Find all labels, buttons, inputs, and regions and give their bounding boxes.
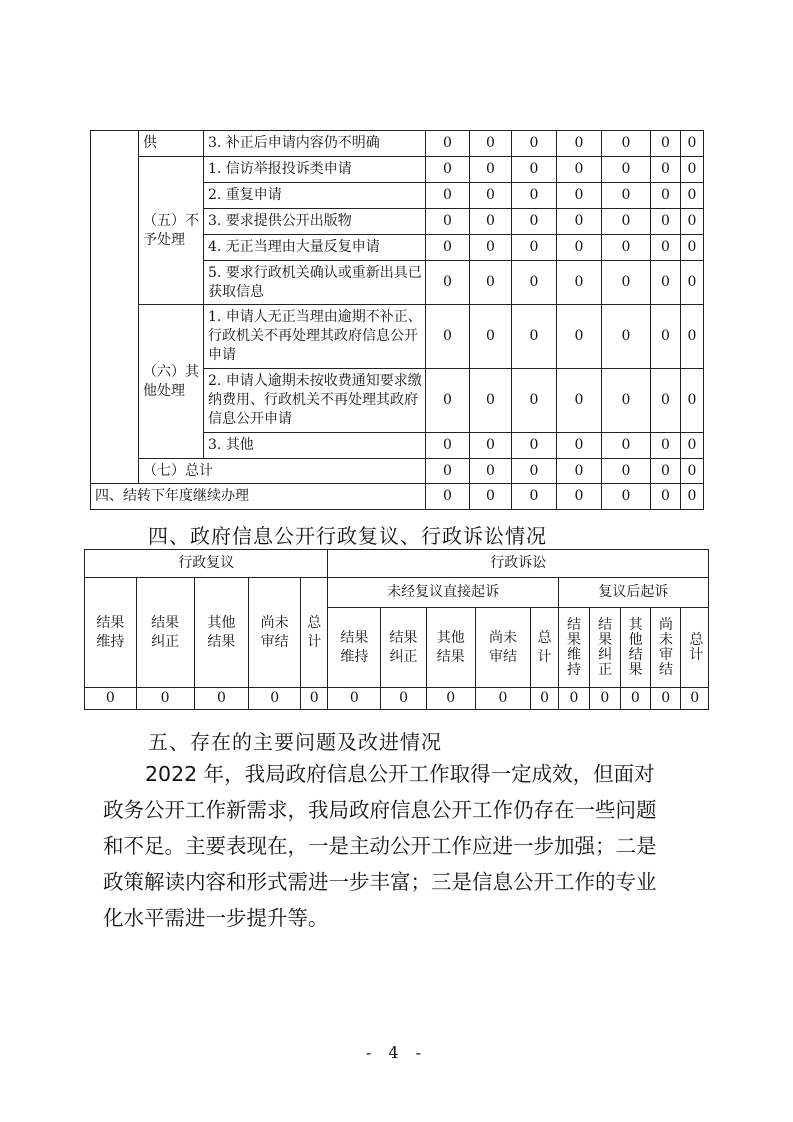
count-cell: 0 (602, 261, 651, 305)
section-5-title: 五、存在的主要问题及改进情况 (148, 730, 442, 754)
count-cell: 0 (651, 235, 681, 261)
row-label: 3. 其他 (204, 433, 426, 459)
problems-paragraph (103, 756, 698, 936)
count-cell: 0 (301, 688, 328, 710)
result-column-header: 尚未审结 (249, 578, 301, 688)
count-cell: 0 (602, 305, 651, 369)
count-cell: 0 (470, 157, 512, 183)
count-cell: 0 (681, 183, 704, 209)
row-label: 2. 申请人逾期未按收费通知要求缴纳费用、行政机关不再处理其政府信息公开申请 (204, 369, 426, 433)
count-cell: 0 (328, 688, 381, 710)
admin-litigation-header: 行政诉讼 (328, 550, 709, 578)
count-cell: 0 (557, 183, 602, 209)
count-cell: 0 (557, 305, 602, 369)
count-cell: 0 (681, 261, 704, 305)
count-cell: 0 (681, 369, 704, 433)
count-cell: 0 (602, 183, 651, 209)
count-cell: 0 (512, 369, 557, 433)
count-cell: 0 (512, 305, 557, 369)
count-cell: 0 (512, 157, 557, 183)
count-cell: 0 (557, 157, 602, 183)
result-column-header: 总计 (531, 608, 558, 688)
count-cell: 0 (512, 459, 557, 484)
count-cell: 0 (512, 209, 557, 235)
count-cell: 0 (681, 131, 704, 157)
result-column-header: 结果维持 (85, 578, 137, 688)
paragraph-line: 化水平需进一步提升等。 (103, 906, 329, 930)
count-cell: 0 (194, 688, 249, 710)
disposition-table (90, 130, 704, 510)
page-number: - 4 - (365, 1043, 428, 1062)
section-4-title: 四、政府信息公开行政复议、行政诉讼情况 (148, 524, 547, 548)
count-cell: 0 (557, 131, 602, 157)
count-cell: 0 (681, 688, 709, 710)
group-label: （六）其他处理 (139, 305, 204, 459)
count-cell: 0 (512, 433, 557, 459)
paragraph-line: 政策解读内容和形式需进一步丰富；三是信息公开工作的专业 (103, 870, 657, 894)
count-cell: 0 (602, 157, 651, 183)
count-cell: 0 (426, 484, 470, 510)
row-label: 2. 重复申请 (204, 183, 426, 209)
count-cell: 0 (426, 688, 475, 710)
count-cell: 0 (470, 459, 512, 484)
count-cell: 0 (136, 688, 194, 710)
count-cell: 0 (426, 305, 470, 369)
count-cell: 0 (651, 369, 681, 433)
count-cell: 0 (602, 369, 651, 433)
count-cell: 0 (590, 688, 620, 710)
result-column-header: 其他结果 (194, 578, 249, 688)
count-cell: 0 (470, 131, 512, 157)
count-cell: 0 (531, 688, 558, 710)
count-cell: 0 (602, 459, 651, 484)
count-cell: 0 (651, 459, 681, 484)
result-column-header: 结果纠正 (381, 608, 427, 688)
count-cell: 0 (512, 235, 557, 261)
row-label: 3. 补正后申请内容仍不明确 (204, 131, 426, 157)
count-cell: 0 (557, 459, 602, 484)
count-cell: 0 (470, 433, 512, 459)
count-cell: 0 (558, 688, 589, 710)
count-cell: 0 (426, 157, 470, 183)
count-cell: 0 (681, 484, 704, 510)
paragraph-line: 和不足。主要表现在，一是主动公开工作应进一步加强；二是 (103, 834, 657, 858)
count-cell: 0 (602, 235, 651, 261)
result-column-header: 总计 (681, 608, 709, 688)
result-column-header: 结果维持 (328, 608, 381, 688)
disposition-table-body (91, 131, 704, 510)
count-cell: 0 (651, 157, 681, 183)
count-cell: 0 (602, 209, 651, 235)
result-column-header: 总计 (301, 578, 328, 688)
direct-suit-header: 未经复议直接起诉 (328, 578, 558, 608)
count-cell: 0 (602, 433, 651, 459)
count-cell: 0 (470, 261, 512, 305)
group-label: 供 (139, 131, 204, 157)
count-cell: 0 (470, 305, 512, 369)
count-cell: 0 (426, 433, 470, 459)
count-cell: 0 (470, 484, 512, 510)
result-column-header: 尚未审结 (651, 608, 681, 688)
count-cell: 0 (681, 157, 704, 183)
result-column-header: 其他结果 (620, 608, 650, 688)
review-litigation-table-body (85, 550, 709, 710)
count-cell: 0 (557, 235, 602, 261)
count-cell: 0 (426, 261, 470, 305)
count-cell: 0 (512, 261, 557, 305)
count-cell: 0 (681, 433, 704, 459)
count-cell: 0 (426, 209, 470, 235)
count-cell: 0 (620, 688, 650, 710)
count-cell: 0 (381, 688, 427, 710)
count-cell: 0 (681, 235, 704, 261)
count-cell: 0 (470, 369, 512, 433)
result-column-header: 结果纠正 (136, 578, 194, 688)
count-cell: 0 (651, 433, 681, 459)
count-cell: 0 (470, 235, 512, 261)
count-cell: 0 (557, 209, 602, 235)
row-label: 5. 要求行政机关确认或重新出具已获取信息 (204, 261, 426, 305)
count-cell: 0 (651, 131, 681, 157)
row-label: 1. 信访举报投诉类申请 (204, 157, 426, 183)
group-label: （五）不予处理 (139, 157, 204, 305)
count-cell: 0 (651, 688, 681, 710)
count-cell: 0 (475, 688, 531, 710)
count-cell: 0 (651, 305, 681, 369)
count-cell: 0 (426, 131, 470, 157)
count-cell: 0 (426, 183, 470, 209)
count-cell: 0 (470, 209, 512, 235)
count-cell: 0 (470, 183, 512, 209)
count-cell: 0 (602, 484, 651, 510)
after-review-header: 复议后起诉 (558, 578, 708, 608)
count-cell: 0 (557, 433, 602, 459)
count-cell: 0 (602, 131, 651, 157)
count-cell: 0 (249, 688, 301, 710)
row-label: 3. 要求提供公开出版物 (204, 209, 426, 235)
count-cell: 0 (512, 484, 557, 510)
row-label: 1. 申请人无正当理由逾期不补正、行政机关不再处理其政府信息公开申请 (204, 305, 426, 369)
count-cell: 0 (651, 261, 681, 305)
count-cell: 0 (651, 183, 681, 209)
paragraph-line: 2022 年，我局政府信息公开工作取得一定成效，但面对 (145, 762, 655, 786)
row-label: 4. 无正当理由大量反复申请 (204, 235, 426, 261)
count-cell: 0 (426, 369, 470, 433)
count-cell: 0 (512, 131, 557, 157)
count-cell: 0 (85, 688, 137, 710)
result-column-header: 尚未审结 (475, 608, 531, 688)
result-column-header: 结果纠正 (590, 608, 620, 688)
count-cell: 0 (512, 183, 557, 209)
count-cell: 0 (681, 209, 704, 235)
result-column-header: 结果维持 (558, 608, 589, 688)
paragraph-line: 政务公开工作新需求，我局政府信息公开工作仍存在一些问题 (103, 798, 657, 822)
review-litigation-table (84, 549, 709, 710)
count-cell: 0 (426, 459, 470, 484)
count-cell: 0 (651, 209, 681, 235)
count-cell: 0 (681, 459, 704, 484)
total-label: （七）总计 (139, 459, 426, 484)
count-cell: 0 (681, 305, 704, 369)
admin-review-header: 行政复议 (85, 550, 328, 578)
count-cell: 0 (426, 235, 470, 261)
count-cell: 0 (557, 261, 602, 305)
count-cell: 0 (651, 484, 681, 510)
blank-cell (91, 131, 139, 484)
result-column-header: 其他结果 (426, 608, 475, 688)
count-cell: 0 (557, 484, 602, 510)
count-cell: 0 (557, 369, 602, 433)
carry-over-label: 四、结转下年度继续办理 (91, 484, 426, 510)
